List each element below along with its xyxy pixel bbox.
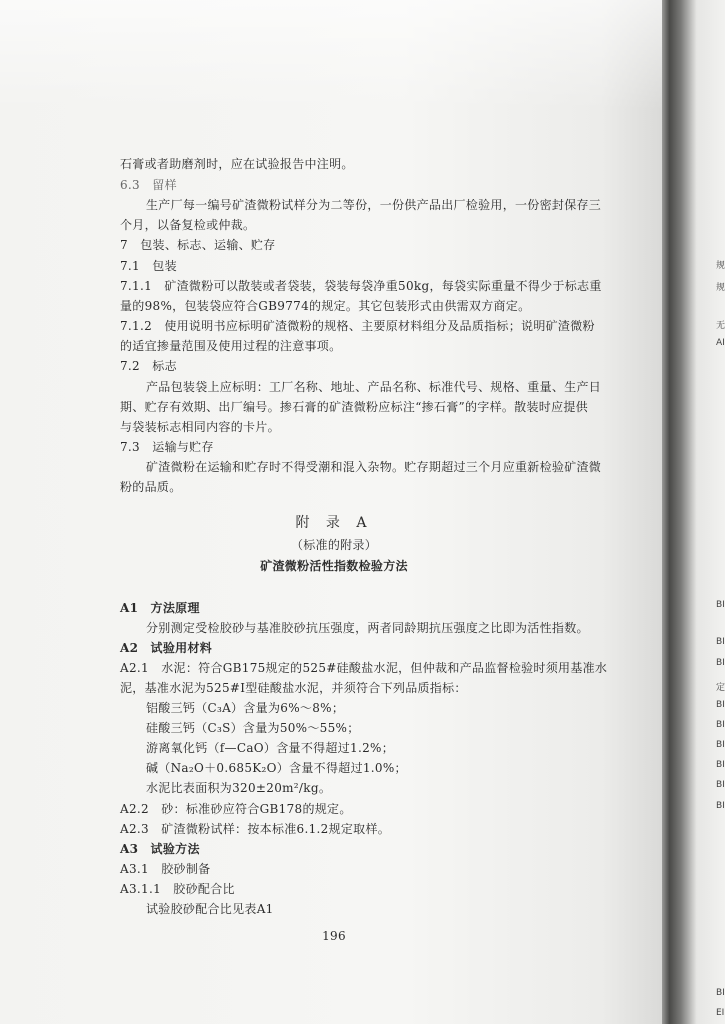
edge-glyph: BI bbox=[716, 801, 725, 811]
text-line: 粉的品质。 bbox=[120, 480, 182, 494]
appendix-title: 附 录 A bbox=[295, 515, 373, 531]
scan-top-shading bbox=[0, 0, 725, 110]
text-line: 量的98%，包装袋应符合GB9774的规定。其它包装形式由供需双方商定。 bbox=[120, 299, 531, 313]
section-heading: A3.1 胶砂制备 bbox=[120, 862, 211, 876]
text-line: 7.1.2 使用说明书应标明矿渣微粉的规格、主要原材料组分及品质指标；说明矿渣微粉 bbox=[120, 319, 595, 333]
edge-glyph: BI bbox=[716, 740, 725, 750]
text-line: 的适宜掺量范围及使用过程的注意事项。 bbox=[120, 339, 342, 353]
edge-glyph: BI bbox=[716, 988, 725, 998]
edge-glyph: 规 bbox=[716, 261, 725, 271]
text-line: 石膏或者助磨剂时，应在试验报告中注明。 bbox=[120, 157, 354, 171]
section-heading: 7 包装、标志、运输、贮存 bbox=[120, 238, 276, 252]
section-heading: A3.1.1 胶砂配合比 bbox=[120, 882, 235, 896]
edge-glyph: 规 bbox=[716, 283, 725, 293]
text-line: 生产厂每一编号矿渣微粉试样分为二等份，一份供产品出厂检验用，一份密封保存三 bbox=[146, 198, 602, 212]
list-item: 水泥比表面积为320±20m²/kg。 bbox=[146, 781, 332, 795]
text-line: A2.3 矿渣微粉试样：按本标准6.1.2规定取样。 bbox=[120, 822, 391, 836]
section-heading: A1 方法原理 bbox=[120, 601, 200, 615]
text-line: 泥，基准水泥为525#I型硅酸盐水泥，并须符合下列品质指标： bbox=[120, 681, 467, 695]
book-gutter-shadow bbox=[662, 0, 725, 1024]
text-line: A2.2 砂：标准砂应符合GB178的规定。 bbox=[120, 802, 352, 816]
appendix-subtitle: （标准的附录） bbox=[290, 538, 378, 552]
section-heading: 7.1 包装 bbox=[120, 259, 177, 273]
section-heading: A2 试验用材料 bbox=[120, 641, 213, 655]
edge-glyph: 无 bbox=[716, 321, 725, 331]
section-heading: 7.3 运输与贮存 bbox=[120, 440, 214, 454]
edge-glyph: BI bbox=[716, 720, 725, 730]
edge-glyph: BI bbox=[716, 658, 725, 668]
edge-glyph: BI bbox=[716, 600, 725, 610]
text-line: 期、贮存有效期、出厂编号。掺石膏的矿渣微粉应标注“掺石膏”的字样。散装时应提供 bbox=[120, 400, 588, 414]
text-line: 产品包装袋上应标明：工厂名称、地址、产品名称、标准代号、规格、重量、生产日 bbox=[146, 380, 602, 394]
page-number: 196 bbox=[322, 929, 346, 943]
list-item: 铝酸三钙（C₃A）含量为6%～8%； bbox=[146, 701, 345, 715]
edge-glyph: BI bbox=[716, 637, 725, 647]
section-heading: 7.2 标志 bbox=[120, 359, 177, 373]
list-item: 碱（Na₂O＋0.685K₂O）含量不得超过1.0%； bbox=[146, 761, 407, 775]
edge-glyph: BI bbox=[716, 780, 725, 790]
text-line: 试验胶砂配合比见表A1 bbox=[146, 902, 274, 916]
edge-glyph: EI bbox=[716, 1008, 725, 1018]
section-heading: A3 试验方法 bbox=[120, 842, 200, 856]
edge-glyph: 定 bbox=[716, 683, 725, 693]
appendix-name: 矿渣微粉活性指数检验方法 bbox=[260, 559, 408, 573]
edge-glyph: BI bbox=[716, 700, 725, 710]
text-line: A2.1 水泥：符合GB175规定的525#硅酸盐水泥，但仲裁和产品监督检验时须用基准水 bbox=[120, 661, 608, 675]
text-line: 矿渣微粉在运输和贮存时不得受潮和混入杂物。贮存期超过三个月应重新检验矿渣微 bbox=[146, 460, 602, 474]
list-item: 硅酸三钙（C₃S）含量为50%～55%； bbox=[146, 721, 360, 735]
text-line: 与袋装标志相同内容的卡片。 bbox=[120, 420, 280, 434]
edge-glyph: AI bbox=[716, 338, 725, 348]
section-heading: 6.3 留样 bbox=[120, 178, 177, 192]
list-item: 游离氧化钙（f—CaO）含量不得超过1.2%； bbox=[146, 741, 395, 755]
edge-glyph: BI bbox=[716, 760, 725, 770]
text-line: 7.1.1 矿渣微粉可以散装或者袋装，袋装每袋净重50kg，每袋实际重量不得少于标志重 bbox=[120, 279, 602, 293]
text-line: 个月，以备复检或仲裁。 bbox=[120, 218, 256, 232]
text-line: 分别测定受检胶砂与基准胶砂抗压强度，两者同龄期抗压强度之比即为活性指数。 bbox=[146, 621, 589, 635]
